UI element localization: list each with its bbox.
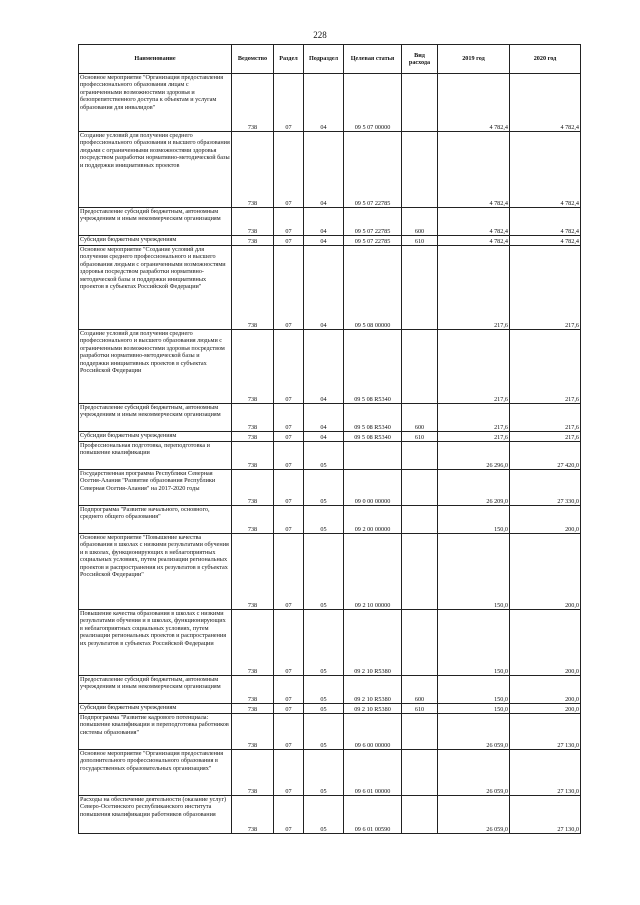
- row-section-cell: 07: [274, 750, 304, 796]
- table-header-row: [79, 45, 581, 74]
- row-name-cell: Профессиональная подготовка, переподготовка и повышение квалификации: [79, 442, 232, 470]
- row-department-cell: 738: [232, 714, 274, 750]
- row-name-cell: Предоставление субсидий бюджетным, автономным учреждениям и иным некоммерческим организациям: [79, 404, 232, 432]
- row-target-item-cell: 09 6 01 00590: [344, 796, 402, 834]
- row-expense-type-cell: 600: [402, 404, 438, 432]
- row-amount-2020-cell: 217,6: [510, 330, 581, 404]
- row-amount-2019-cell: 4 782,4: [438, 74, 510, 132]
- row-amount-2020-cell: 4 782,4: [510, 132, 581, 208]
- row-subsection-cell: 04: [304, 236, 344, 246]
- row-subsection-cell: 05: [304, 714, 344, 750]
- row-department-cell: 738: [232, 132, 274, 208]
- row-name-cell: Создание условий для получения среднего профессионального образования и высшего образования людьми с ограниченными возможностями здоровья посредством разработки нормативно-методической базы и поддержки инициативных проектов: [79, 132, 232, 208]
- row-expense-type-cell: [402, 470, 438, 506]
- row-target-item-cell: 09 2 00 00000: [344, 506, 402, 534]
- row-section-cell: 07: [274, 610, 304, 676]
- row-expense-type-cell: [402, 132, 438, 208]
- row-expense-type-cell: [402, 610, 438, 676]
- row-expense-type-cell: [402, 534, 438, 610]
- row-subsection-cell: 04: [304, 246, 344, 330]
- row-amount-2019-cell: 217,6: [438, 432, 510, 442]
- row-amount-2020-cell: 4 782,4: [510, 208, 581, 236]
- row-target-item-cell: 09 5 08 R5340: [344, 330, 402, 404]
- row-section-cell: 07: [274, 404, 304, 432]
- row-subsection-cell: 04: [304, 404, 344, 432]
- row-subsection-cell: 04: [304, 330, 344, 404]
- row-department-cell: 738: [232, 534, 274, 610]
- row-name-cell: Основное мероприятие "Повышение качества образования в школах с низкими результатами обучения и в школах, функционирующих в неблагоприятных социальных условиях, путем реализации региональных проектов и распространения их результатов в субъектах Российской Федерации": [79, 534, 232, 610]
- row-subsection-cell: 04: [304, 74, 344, 132]
- row-name-cell: Государственная программа Республики Северная Осетия-Алания "Развитие образования Республики Северная Осетия-Алания" на 2017-2020 годы: [79, 470, 232, 506]
- row-subsection-cell: 05: [304, 796, 344, 834]
- row-expense-type-cell: [402, 246, 438, 330]
- row-name-cell: Субсидии бюджетным учреждениям: [79, 236, 232, 246]
- row-expense-type-cell: 610: [402, 704, 438, 714]
- row-target-item-cell: 09 5 08 R5340: [344, 404, 402, 432]
- budget-table: [78, 44, 581, 834]
- row-name-cell: Субсидии бюджетным учреждениям: [79, 704, 232, 714]
- row-name-cell: Основное мероприятие "Организация предоставления профессионального образования лицам с ограниченными возможностями здоровья и безопрепятственного доступа к объектам и услугам образования для инвалидов": [79, 74, 232, 132]
- row-amount-2020-cell: 27 420,0: [510, 442, 581, 470]
- table-row: [79, 132, 581, 208]
- row-section-cell: 07: [274, 132, 304, 208]
- row-amount-2020-cell: 217,6: [510, 404, 581, 432]
- row-amount-2019-cell: 26 059,0: [438, 796, 510, 834]
- column-header-2020: 2020 год: [510, 45, 581, 74]
- row-expense-type-cell: [402, 330, 438, 404]
- row-name-cell: Повышение качества образования в школах с низкими результатами обучения и в школах, функционирующих в неблагоприятных социальных условиях, путем реализации региональных проектов и распространения их результатов в субъектах Российской Федерации: [79, 610, 232, 676]
- row-expense-type-cell: 610: [402, 432, 438, 442]
- row-amount-2019-cell: 150,0: [438, 676, 510, 704]
- row-section-cell: 07: [274, 330, 304, 404]
- row-amount-2019-cell: 150,0: [438, 506, 510, 534]
- row-amount-2019-cell: 217,6: [438, 404, 510, 432]
- row-expense-type-cell: 610: [402, 236, 438, 246]
- row-expense-type-cell: 600: [402, 676, 438, 704]
- row-name-cell: Подпрограмма "Развитие начального, основного, среднего общего образования": [79, 506, 232, 534]
- row-amount-2020-cell: 217,6: [510, 432, 581, 442]
- row-department-cell: 738: [232, 750, 274, 796]
- row-target-item-cell: 09 5 08 00000: [344, 246, 402, 330]
- row-target-item-cell: 09 6 00 00000: [344, 714, 402, 750]
- row-expense-type-cell: [402, 442, 438, 470]
- row-amount-2020-cell: 27 130,0: [510, 750, 581, 796]
- table-row: [79, 610, 581, 676]
- row-department-cell: 738: [232, 796, 274, 834]
- row-subsection-cell: 04: [304, 132, 344, 208]
- row-department-cell: 738: [232, 704, 274, 714]
- row-section-cell: 07: [274, 432, 304, 442]
- row-subsection-cell: 04: [304, 208, 344, 236]
- column-header-name: Наименование: [79, 45, 232, 74]
- row-amount-2019-cell: 150,0: [438, 704, 510, 714]
- row-target-item-cell: 09 2 10 R5380: [344, 704, 402, 714]
- row-department-cell: 738: [232, 246, 274, 330]
- row-amount-2019-cell: 26 059,0: [438, 714, 510, 750]
- row-target-item-cell: 09 5 07 22785: [344, 236, 402, 246]
- row-amount-2019-cell: 4 782,4: [438, 208, 510, 236]
- column-header-section: Раздел: [274, 45, 304, 74]
- row-name-cell: Подпрограмма "Развитие кадрового потенциала: повышение квалификации и переподготовка работников системы образования": [79, 714, 232, 750]
- row-expense-type-cell: [402, 714, 438, 750]
- row-amount-2020-cell: 27 130,0: [510, 714, 581, 750]
- row-subsection-cell: 05: [304, 534, 344, 610]
- row-target-item-cell: 09 2 10 R5380: [344, 610, 402, 676]
- row-amount-2020-cell: 27 330,0: [510, 470, 581, 506]
- row-section-cell: 07: [274, 534, 304, 610]
- table-row: [79, 506, 581, 534]
- table-row: [79, 330, 581, 404]
- row-amount-2020-cell: 200,0: [510, 676, 581, 704]
- row-section-cell: 07: [274, 246, 304, 330]
- table-row: [79, 750, 581, 796]
- row-department-cell: 738: [232, 442, 274, 470]
- row-amount-2019-cell: 150,0: [438, 534, 510, 610]
- row-target-item-cell: [344, 442, 402, 470]
- row-amount-2019-cell: 4 782,4: [438, 132, 510, 208]
- column-header-target-item: Целевая статья: [344, 45, 402, 74]
- row-amount-2020-cell: 200,0: [510, 534, 581, 610]
- row-amount-2019-cell: 4 782,4: [438, 236, 510, 246]
- row-section-cell: 07: [274, 506, 304, 534]
- table-row: [79, 208, 581, 236]
- row-name-cell: Основное мероприятие "Организация предоставления дополнительного профессионального образования в государственных образовательных организациях": [79, 750, 232, 796]
- table-row: [79, 470, 581, 506]
- row-subsection-cell: 05: [304, 704, 344, 714]
- row-amount-2020-cell: 200,0: [510, 704, 581, 714]
- row-amount-2019-cell: 26 296,0: [438, 442, 510, 470]
- row-subsection-cell: 05: [304, 676, 344, 704]
- row-subsection-cell: 05: [304, 610, 344, 676]
- row-subsection-cell: 05: [304, 442, 344, 470]
- row-name-cell: Основное мероприятие "Создание условий для получения среднего профессионального и высшего образования людьми с ограниченными возможностями здоровья посредством разработки нормативно-методической базы и поддержки инициативных проектов в субъектах Российской Федерации": [79, 246, 232, 330]
- row-target-item-cell: 09 5 07 22785: [344, 208, 402, 236]
- row-department-cell: 738: [232, 208, 274, 236]
- row-expense-type-cell: [402, 506, 438, 534]
- row-subsection-cell: 05: [304, 470, 344, 506]
- row-expense-type-cell: [402, 796, 438, 834]
- page-number: 228: [313, 30, 327, 40]
- row-expense-type-cell: [402, 74, 438, 132]
- row-target-item-cell: 09 5 07 22785: [344, 132, 402, 208]
- column-header-subsection: Подраздел: [304, 45, 344, 74]
- row-amount-2019-cell: 150,0: [438, 610, 510, 676]
- row-department-cell: 738: [232, 74, 274, 132]
- table-row: [79, 432, 581, 442]
- row-name-cell: Предоставление субсидий бюджетным, автономным учреждениям и иным некоммерческим организациям: [79, 676, 232, 704]
- row-department-cell: 738: [232, 330, 274, 404]
- table-row: [79, 74, 581, 132]
- row-amount-2020-cell: 200,0: [510, 506, 581, 534]
- row-subsection-cell: 04: [304, 432, 344, 442]
- row-amount-2019-cell: 26 209,0: [438, 470, 510, 506]
- row-expense-type-cell: [402, 750, 438, 796]
- table-row: [79, 704, 581, 714]
- row-target-item-cell: 09 5 08 R5340: [344, 432, 402, 442]
- row-section-cell: 07: [274, 714, 304, 750]
- row-amount-2020-cell: 27 130,0: [510, 796, 581, 834]
- row-name-cell: Создание условий для получения среднего профессионального и высшего образования людьми с ограниченными возможностями здоровья посредством разработки нормативно-методической базы и поддержки инициативных проектов в субъектах Российской Федерации: [79, 330, 232, 404]
- row-target-item-cell: 09 0 00 00000: [344, 470, 402, 506]
- table-row: [79, 404, 581, 432]
- row-section-cell: 07: [274, 704, 304, 714]
- row-subsection-cell: 05: [304, 506, 344, 534]
- row-department-cell: 738: [232, 404, 274, 432]
- row-section-cell: 07: [274, 796, 304, 834]
- row-amount-2020-cell: 4 782,4: [510, 236, 581, 246]
- table-row: [79, 236, 581, 246]
- column-header-expense-type: Вид расхода: [402, 45, 438, 74]
- table-row: [79, 442, 581, 470]
- row-target-item-cell: 09 5 07 00000: [344, 74, 402, 132]
- row-name-cell: Субсидии бюджетным учреждениям: [79, 432, 232, 442]
- row-amount-2019-cell: 217,6: [438, 330, 510, 404]
- row-name-cell: Расходы на обеспечение деятельности (оказание услуг) Северо-Осетинского республиканского института повышения квалификации работников образования: [79, 796, 232, 834]
- column-header-2019: 2019 год: [438, 45, 510, 74]
- table-row: [79, 246, 581, 330]
- row-department-cell: 738: [232, 610, 274, 676]
- row-department-cell: 738: [232, 432, 274, 442]
- table-row: [79, 714, 581, 750]
- row-name-cell: Предоставление субсидий бюджетным, автономным учреждениям и иным некоммерческим организациям: [79, 208, 232, 236]
- table-row: [79, 534, 581, 610]
- row-section-cell: 07: [274, 676, 304, 704]
- row-section-cell: 07: [274, 470, 304, 506]
- row-section-cell: 07: [274, 74, 304, 132]
- row-section-cell: 07: [274, 208, 304, 236]
- row-target-item-cell: 09 6 01 00000: [344, 750, 402, 796]
- row-amount-2020-cell: 217,6: [510, 246, 581, 330]
- row-section-cell: 07: [274, 236, 304, 246]
- row-subsection-cell: 05: [304, 750, 344, 796]
- row-target-item-cell: 09 2 10 R5380: [344, 676, 402, 704]
- table-row: [79, 676, 581, 704]
- row-department-cell: 738: [232, 236, 274, 246]
- row-expense-type-cell: 600: [402, 208, 438, 236]
- column-header-department: Ведомство: [232, 45, 274, 74]
- table-row: [79, 796, 581, 834]
- row-target-item-cell: 09 2 10 00000: [344, 534, 402, 610]
- row-department-cell: 738: [232, 676, 274, 704]
- row-department-cell: 738: [232, 506, 274, 534]
- row-department-cell: 738: [232, 470, 274, 506]
- row-amount-2019-cell: 26 059,0: [438, 750, 510, 796]
- row-section-cell: 07: [274, 442, 304, 470]
- row-amount-2020-cell: 200,0: [510, 610, 581, 676]
- row-amount-2019-cell: 217,6: [438, 246, 510, 330]
- row-amount-2020-cell: 4 782,4: [510, 74, 581, 132]
